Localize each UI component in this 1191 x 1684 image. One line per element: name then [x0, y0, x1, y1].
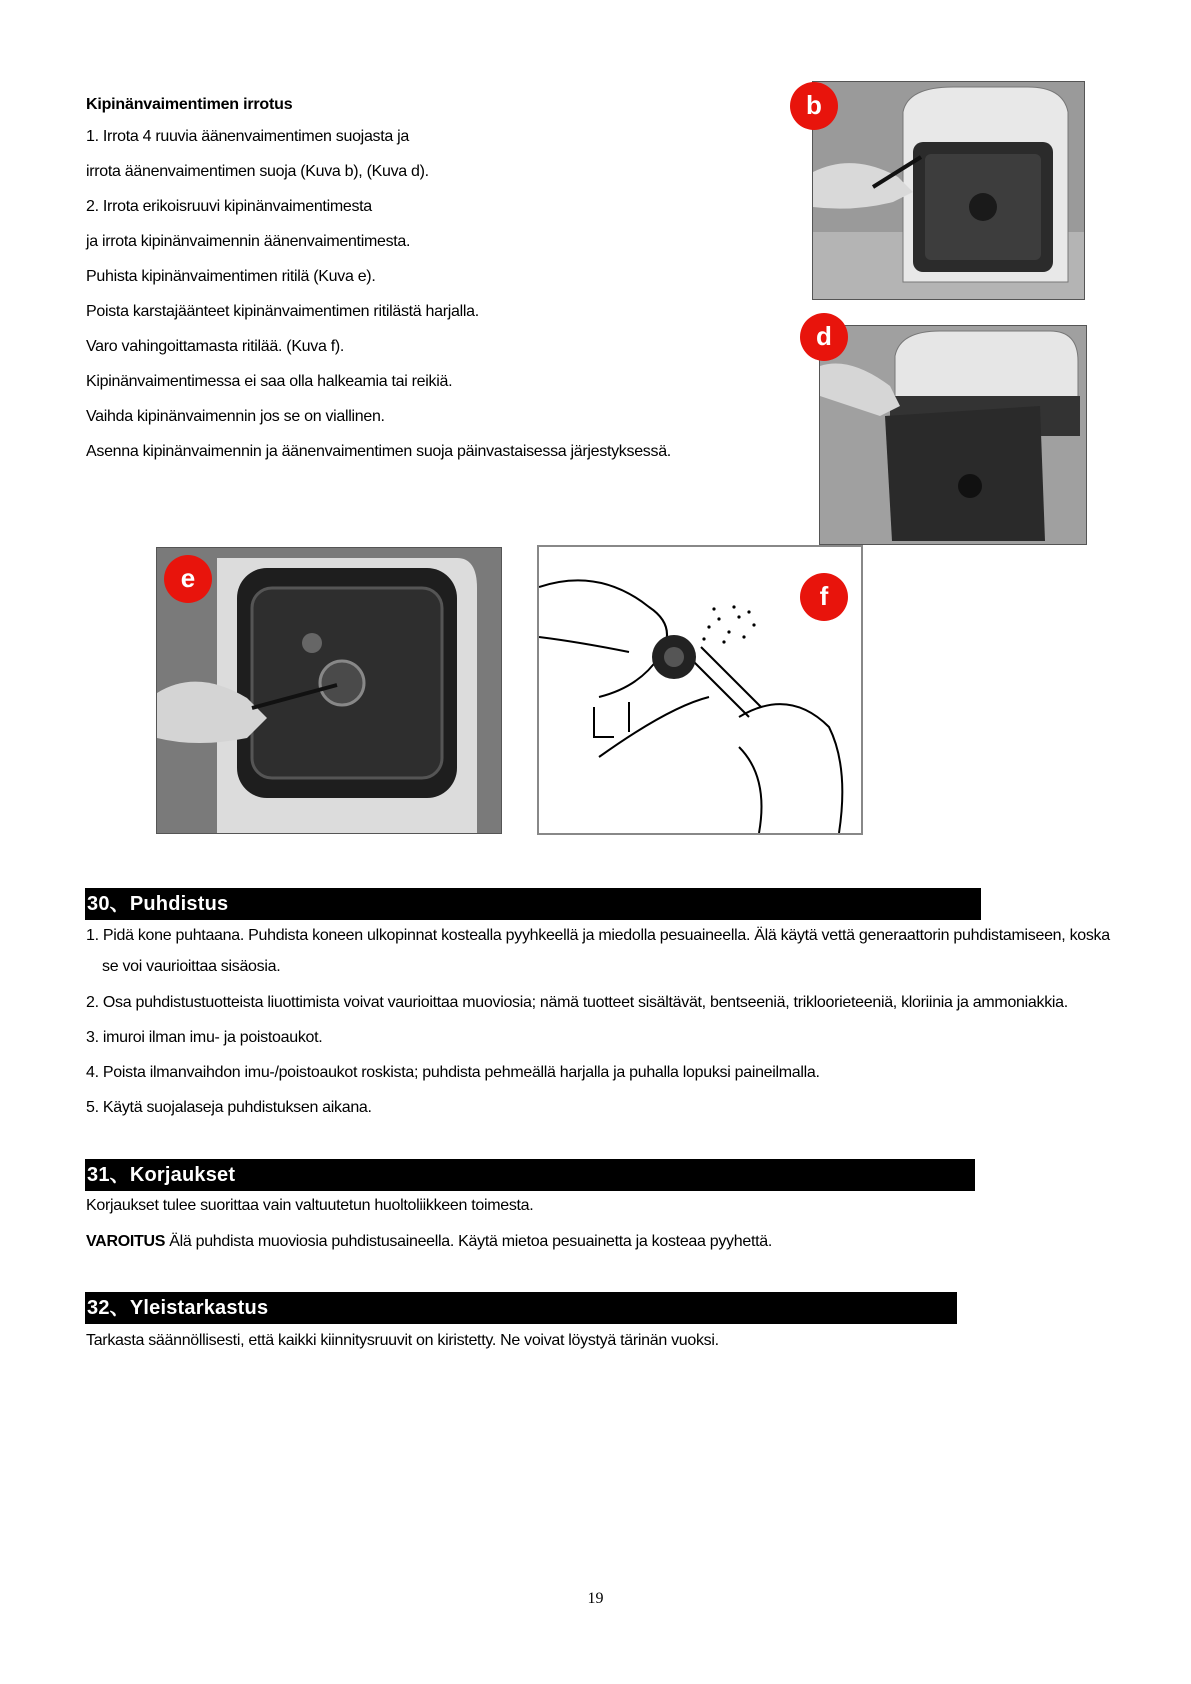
section-30-item: 5. Käytä suojalaseja puhdistuksen aikana.	[86, 1099, 372, 1116]
section-30-item: 2. Osa puhdistustuotteista liuottimista voivat vaurioittaa muoviosia; nämä tuotteet sisältävät, bentseeniä, trikloorieteeniä, kloriinia ja ammoniakkia.	[86, 994, 1068, 1011]
figure-e-label: e	[164, 555, 212, 603]
warning-text: Älä puhdista muoviosia puhdistusaineella. Käytä mietoa pesuainetta ja kosteaa pyyhettä.	[165, 1233, 772, 1250]
section-31-text: Korjaukset tulee suorittaa vain valtuutetun huoltoliikkeen toimesta.	[86, 1197, 534, 1214]
removal-line: irrota äänenvaimentimen suoja (Kuva b), (Kuva d).	[86, 163, 429, 180]
section-30-item: 1. Pidä kone puhtaana. Puhdista koneen ulkopinnat kostealla pyyhkeellä ja miedolla pesuaineella. Älä käytä vettä generaattorin puhdistamiseen, koska	[86, 927, 1110, 944]
section-30-item-continued: se voi vaurioittaa sisäosia.	[102, 958, 281, 975]
figure-f-label: f	[800, 573, 848, 621]
section-32-title: 32、Yleistarkastus	[85, 1292, 957, 1324]
figure-d-photo	[819, 325, 1087, 545]
removal-line: Poista karstajäänteet kipinänvaimentimen ritilästä harjalla.	[86, 303, 479, 320]
removal-line: Puhista kipinänvaimentimen ritilä (Kuva e).	[86, 268, 376, 285]
removal-line: ja irrota kipinänvaimennin äänenvaimentimesta.	[86, 233, 411, 250]
removal-line: Varo vahingoittamasta ritilää. (Kuva f).	[86, 338, 345, 355]
section-31-warning	[86, 1232, 772, 1252]
section-30-title: 30、Puhdistus	[85, 888, 981, 920]
removal-line: Vaihda kipinänvaimennin jos se on viallinen.	[86, 408, 385, 425]
figure-d-label: d	[800, 313, 848, 361]
page-number: 19	[587, 1590, 604, 1607]
figure-b-photo	[812, 81, 1085, 300]
section-30-item: 4. Poista ilmanvaihdon imu-/poistoaukot roskista; puhdista pehmeällä harjalla ja puhalla lopuksi paineilmalla.	[86, 1064, 820, 1081]
removal-heading: Kipinänvaimentimen irrotus	[86, 96, 293, 113]
removal-line: 1. Irrota 4 ruuvia äänenvaimentimen suojasta ja	[86, 128, 409, 145]
removal-line: 2. Irrota erikoisruuvi kipinänvaimentimesta	[86, 198, 372, 215]
section-31-title: 31、Korjaukset	[85, 1159, 975, 1191]
section-30-item: 3. imuroi ilman imu- ja poistoaukot.	[86, 1029, 323, 1046]
section-32-text: Tarkasta säännöllisesti, että kaikki kiinnitysruuvit on kiristetty. Ne voivat löystyä tärinän vuoksi.	[86, 1332, 719, 1349]
removal-line: Asenna kipinänvaimennin ja äänenvaimentimen suoja päinvastaisessa järjestyksessä.	[86, 443, 671, 460]
warning-label: VAROITUS	[86, 1233, 166, 1250]
removal-line: Kipinänvaimentimessa ei saa olla halkeamia tai reikiä.	[86, 373, 453, 390]
figure-b-label: b	[790, 82, 838, 130]
